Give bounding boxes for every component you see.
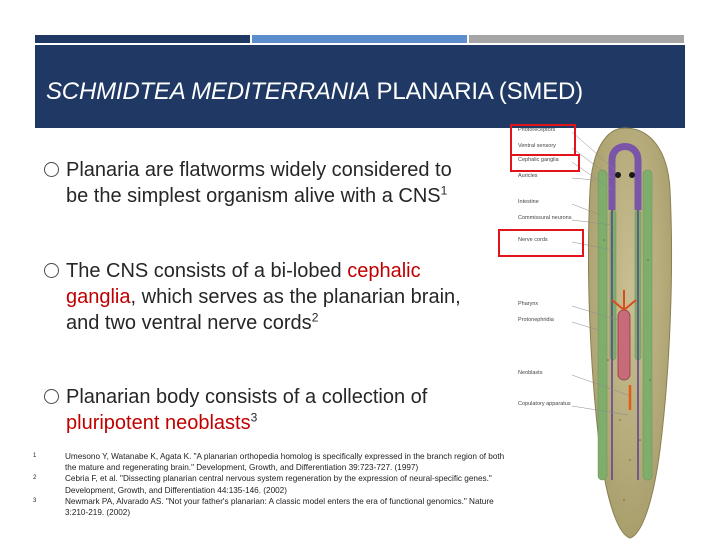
bullet-1-sup: 1 — [440, 183, 448, 198]
bullet-2-highlight: cephalic ganglia — [66, 260, 421, 308]
bullet-1-text: Planaria are flatworms widely considered to be the simplest organism alive with a CNS — [66, 159, 452, 207]
label-pharynx: Pharynx — [518, 301, 539, 307]
planarian-diagram — [500, 120, 700, 540]
planarian-anatomy-svg — [500, 120, 700, 540]
top-bar-light-blue — [252, 35, 467, 43]
photoreceptor-left — [615, 172, 621, 178]
reference-3 — [33, 496, 513, 518]
slide-title — [46, 78, 583, 106]
references — [33, 451, 513, 518]
reference-3-text: Newmark PA, Alvarado AS. "Not your father's planarian: A classic model enters the era of functional genomics." Nature 3:210-219. (2002) — [65, 496, 494, 518]
bullet-2 — [44, 258, 464, 336]
label-cephalic: Cephalic ganglia — [518, 157, 559, 163]
label-photoreceptors: Photoreceptors — [518, 127, 556, 133]
label-nerve-cords: Nerve cords — [518, 237, 548, 243]
label-sensory: Ventral sensory — [518, 143, 556, 149]
label-commissural: Commissural neurons — [518, 215, 572, 221]
reference-2-text: Cebria F, et al. "Dissecting planarian central nervous system regeneration by the expression of neural-specific genes." Development, Growth, and Differentiation 44:135-146. (2002) — [65, 474, 492, 495]
highlight-box-photoreceptors — [510, 124, 576, 156]
label-copulatory: Copulatory apparatus — [518, 401, 571, 407]
top-bar-gray — [469, 35, 684, 43]
reference-1 — [33, 451, 513, 473]
label-auricles: Auricles — [518, 173, 538, 179]
photoreceptor-right — [629, 172, 635, 178]
reference-1-num: 1 — [33, 453, 37, 459]
reference-2-num: 2 — [33, 475, 37, 482]
bullet-2-text-b: , which serves as the planarian brain, and two ventral nerve cords — [66, 286, 461, 334]
highlight-box-nerve-cords — [498, 229, 584, 257]
label-neoblasts: Neoblasts — [518, 370, 543, 376]
bullet-3-text-a: Planarian body consists of a collection of — [66, 386, 428, 408]
bullet-circle-icon — [44, 263, 59, 278]
reference-1-text: Umesono Y, Watanabe K, Agata K. "A planarian orthopedia homolog is specifically expressed in the branch region of both the mature and regenerating brain." Development, Growth, and Differentiation 39:723-727. (1997) — [65, 452, 505, 473]
bullet-3-highlight: pluripotent neoblasts — [66, 412, 251, 434]
reference-3-num: 3 — [33, 497, 37, 504]
bullet-circle-icon — [44, 389, 59, 404]
reference-2 — [33, 473, 513, 495]
bullet-3 — [44, 384, 464, 436]
bullet-3-sup: 3 — [250, 410, 258, 425]
bullet-circle-icon — [44, 162, 59, 177]
top-bar-dark-blue — [35, 35, 250, 43]
highlight-box-cephalic — [510, 154, 580, 172]
bullet-2-sup: 2 — [311, 310, 319, 325]
label-intestine: Intestine — [518, 199, 539, 205]
title-rest: PLANARIA (SMED) — [370, 78, 583, 105]
bullet-1 — [44, 157, 464, 209]
title-italic: SCHMIDTEA MEDITERRANIA — [46, 78, 371, 105]
pharynx — [618, 310, 630, 380]
bullet-2-text-a: The CNS consists of a bi-lobed — [66, 260, 348, 282]
label-protonephridia: Protonephridia — [518, 317, 554, 323]
